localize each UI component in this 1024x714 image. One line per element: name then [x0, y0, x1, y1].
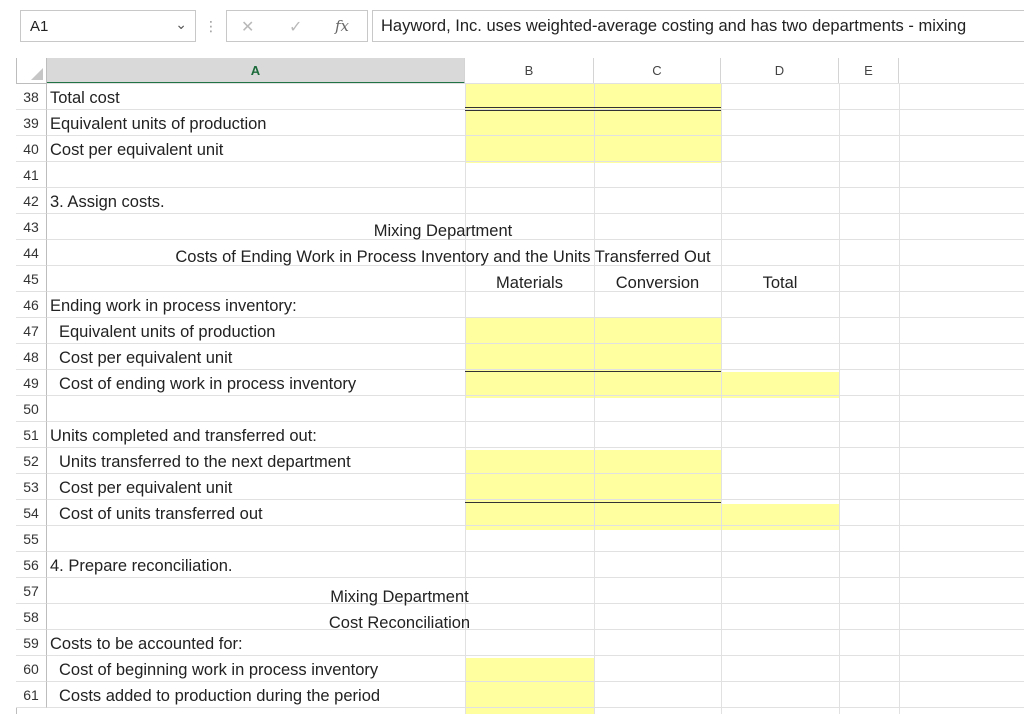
row-header-44[interactable]: 44: [16, 240, 47, 266]
column-header-e[interactable]: E: [839, 58, 899, 84]
row-header-54[interactable]: 54: [16, 500, 47, 526]
cancel-icon[interactable]: ✕: [241, 19, 255, 36]
fx-icon[interactable]: fx: [335, 17, 350, 35]
cell-a38[interactable]: Total cost: [50, 89, 120, 107]
underline-row-48: [465, 371, 721, 372]
cell-a56[interactable]: 4. Prepare reconciliation.: [50, 557, 233, 575]
row-header-41[interactable]: 41: [16, 162, 47, 188]
formula-buttons: [226, 10, 368, 42]
column-header-c[interactable]: C: [594, 58, 721, 84]
gridline-horizontal: [47, 187, 1024, 188]
cell-a54[interactable]: Cost of units transferred out: [59, 505, 263, 523]
row-header-58[interactable]: 58: [16, 604, 47, 630]
row-header-39[interactable]: 39: [16, 110, 47, 136]
cell-a48[interactable]: Cost per equivalent unit: [59, 349, 233, 367]
select-all-corner[interactable]: [16, 58, 47, 84]
cell-a49[interactable]: Cost of ending work in process inventory: [59, 375, 357, 393]
column-header-d[interactable]: D: [721, 58, 839, 84]
total-header: Total: [762, 274, 798, 292]
gridline-horizontal: [47, 83, 1024, 84]
name-box-value: A1: [30, 18, 49, 35]
cell-a51[interactable]: Units completed and transferred out:: [50, 427, 317, 445]
input-area-rows-38-40[interactable]: [465, 84, 721, 163]
column-header-b[interactable]: B: [465, 58, 594, 84]
row-header-53[interactable]: 53: [16, 474, 47, 500]
input-area-row-54[interactable]: [465, 504, 839, 530]
row-header-42[interactable]: 42: [16, 188, 47, 214]
mixing-department-heading: Mixing Department: [373, 222, 513, 240]
cell-a46[interactable]: Ending work in process inventory:: [50, 297, 297, 315]
conversion-header: Conversion: [615, 274, 700, 292]
row-header-52[interactable]: 52: [16, 448, 47, 474]
gridline-horizontal: [47, 421, 1024, 422]
row-header-51[interactable]: 51: [16, 422, 47, 448]
row-header-46[interactable]: 46: [16, 292, 47, 318]
row-header-40[interactable]: 40: [16, 136, 47, 162]
row-header-56[interactable]: 56: [16, 552, 47, 578]
costs-ending-wip-heading: Costs of Ending Work in Process Inventory and the Units Transferred Out: [175, 248, 711, 266]
row-header-38[interactable]: 38: [16, 84, 47, 110]
cell-a42[interactable]: 3. Assign costs.: [50, 193, 165, 211]
column-header-f[interactable]: [899, 58, 1024, 84]
input-area-rows-52-53[interactable]: [465, 450, 721, 504]
cost-reconciliation-heading: Cost Reconciliation: [328, 614, 471, 632]
row-header-43[interactable]: 43: [16, 214, 47, 240]
cell-a60[interactable]: Cost of beginning work in process inventory: [59, 661, 379, 679]
cell-a59[interactable]: Costs to be accounted for:: [50, 635, 243, 653]
reconciliation-department-heading: Mixing Department: [330, 588, 469, 606]
gridline-vertical: [839, 84, 840, 714]
enter-icon[interactable]: ✓: [289, 19, 303, 36]
cell-a47[interactable]: Equivalent units of production: [59, 323, 276, 341]
row-header-47[interactable]: 47: [16, 318, 47, 344]
gridline-vertical: [899, 84, 900, 714]
row-header-49[interactable]: 49: [16, 370, 47, 396]
row-header-60[interactable]: 60: [16, 656, 47, 682]
input-area-rows-47-48[interactable]: [465, 318, 721, 372]
column-header-a[interactable]: A: [47, 58, 465, 84]
cell-a61[interactable]: Costs added to production during the period: [59, 687, 381, 705]
formula-input[interactable]: [372, 10, 1024, 42]
cell-a52[interactable]: Units transferred to the next department: [59, 453, 351, 471]
materials-header: Materials: [496, 274, 563, 292]
cell-a39[interactable]: Equivalent units of production: [50, 115, 267, 133]
chevron-down-icon[interactable]: ⌄: [175, 16, 187, 32]
row-header-50[interactable]: 50: [16, 396, 47, 422]
cell-a40[interactable]: Cost per equivalent unit: [50, 141, 224, 159]
name-box[interactable]: [20, 10, 196, 42]
underline-row-53: [465, 502, 721, 503]
gridline-horizontal: [47, 213, 1024, 214]
row-header-48[interactable]: 48: [16, 344, 47, 370]
row-header-57[interactable]: 57: [16, 578, 47, 604]
row-header-59[interactable]: 59: [16, 630, 47, 656]
formula-bar-grip-icon: ⋮: [204, 18, 218, 34]
cell-a53[interactable]: Cost per equivalent unit: [59, 479, 233, 497]
gridline-horizontal: [47, 551, 1024, 552]
row-header-55[interactable]: 55: [16, 526, 47, 552]
double-underline-row-38: [465, 107, 721, 111]
row-header-45[interactable]: 45: [16, 266, 47, 292]
row-header-61[interactable]: 61: [16, 682, 47, 708]
input-area-rows-60-61[interactable]: [465, 658, 594, 714]
formula-text: Hayword, Inc. uses weighted-average costing and has two departments - mixing: [381, 17, 967, 35]
